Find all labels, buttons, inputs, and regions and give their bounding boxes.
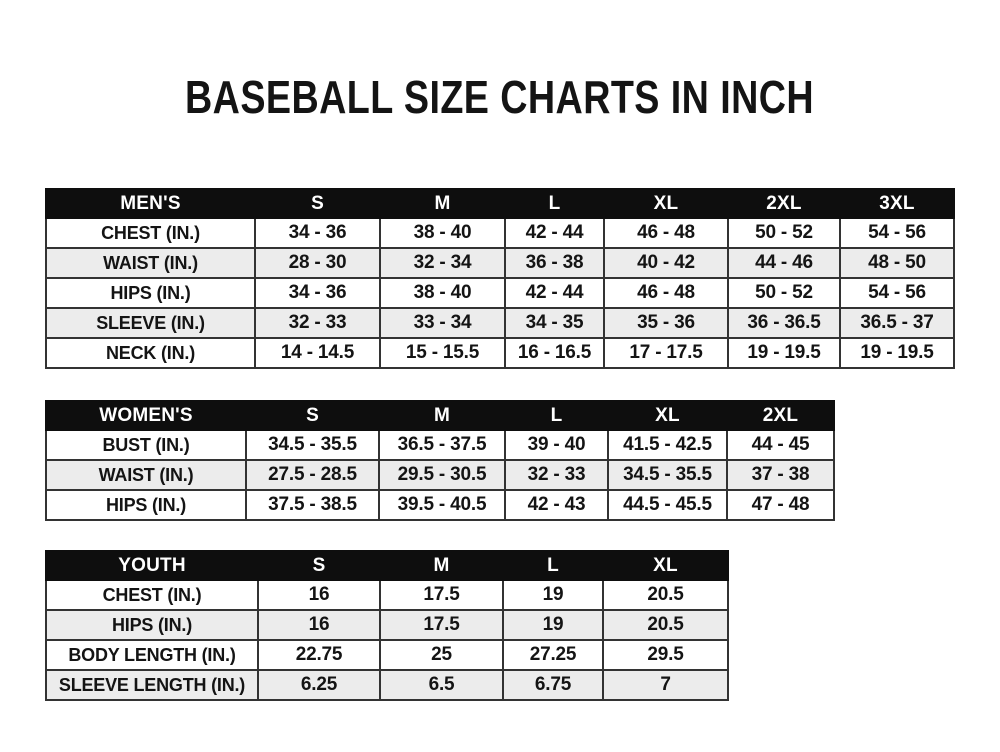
column-header-cell: 2XL — [728, 189, 840, 218]
table-row — [46, 338, 954, 368]
size-value-cell: 34.5 - 35.5 — [608, 460, 727, 490]
column-header-cell: XL — [608, 401, 727, 430]
row-label-cell: CHEST (IN.) — [46, 580, 258, 610]
size-value-cell: 44 - 46 — [728, 248, 840, 278]
row-label-cell: SLEEVE (IN.) — [46, 308, 255, 338]
page-title-wrap — [0, 70, 1000, 124]
size-value-cell: 39.5 - 40.5 — [379, 490, 505, 520]
size-value-cell: 27.25 — [503, 640, 603, 670]
size-table-youth-head — [46, 551, 728, 580]
size-table-youth-body — [46, 580, 728, 700]
size-value-cell: 50 - 52 — [728, 278, 840, 308]
size-value-cell: 35 - 36 — [604, 308, 728, 338]
size-value-cell: 17.5 — [380, 610, 503, 640]
column-header-cell: XL — [603, 551, 728, 580]
size-value-cell: 17 - 17.5 — [604, 338, 728, 368]
size-value-cell: 41.5 - 42.5 — [608, 430, 727, 460]
column-header-cell: L — [505, 401, 608, 430]
table-row — [46, 308, 954, 338]
size-value-cell: 36 - 36.5 — [728, 308, 840, 338]
column-header-cell: L — [505, 189, 604, 218]
size-value-cell: 46 - 48 — [604, 218, 728, 248]
size-value-cell: 37 - 38 — [727, 460, 834, 490]
size-table-womens-body — [46, 430, 834, 520]
size-table-mens-head — [46, 189, 954, 218]
size-value-cell: 32 - 34 — [380, 248, 505, 278]
table-header-row — [46, 189, 954, 218]
size-value-cell: 25 — [380, 640, 503, 670]
size-value-cell: 19 - 19.5 — [840, 338, 954, 368]
size-value-cell: 42 - 44 — [505, 218, 604, 248]
table-row — [46, 430, 834, 460]
size-value-cell: 34 - 35 — [505, 308, 604, 338]
column-header-cell: S — [246, 401, 379, 430]
column-header-cell: 2XL — [727, 401, 834, 430]
size-value-cell: 6.25 — [258, 670, 380, 700]
size-value-cell: 27.5 - 28.5 — [246, 460, 379, 490]
row-label-cell: NECK (IN.) — [46, 338, 255, 368]
size-value-cell: 37.5 - 38.5 — [246, 490, 379, 520]
size-value-cell: 16 — [258, 580, 380, 610]
size-table-mens — [45, 188, 955, 369]
size-value-cell: 29.5 — [603, 640, 728, 670]
size-value-cell: 32 - 33 — [505, 460, 608, 490]
row-label-cell: BODY LENGTH (IN.) — [46, 640, 258, 670]
size-value-cell: 16 - 16.5 — [505, 338, 604, 368]
row-label-cell: WAIST (IN.) — [46, 248, 255, 278]
size-value-cell: 6.75 — [503, 670, 603, 700]
column-header-cell: M — [380, 189, 505, 218]
size-value-cell: 40 - 42 — [604, 248, 728, 278]
size-value-cell: 54 - 56 — [840, 278, 954, 308]
size-value-cell: 36.5 - 37 — [840, 308, 954, 338]
size-value-cell: 42 - 44 — [505, 278, 604, 308]
size-value-cell: 36 - 38 — [505, 248, 604, 278]
size-value-cell: 44.5 - 45.5 — [608, 490, 727, 520]
table-row — [46, 490, 834, 520]
table-title-cell: WOMEN'S — [46, 401, 246, 430]
row-label-cell: WAIST (IN.) — [46, 460, 246, 490]
size-value-cell: 19 — [503, 610, 603, 640]
size-value-cell: 38 - 40 — [380, 218, 505, 248]
size-value-cell: 34 - 36 — [255, 278, 380, 308]
size-value-cell: 36.5 - 37.5 — [379, 430, 505, 460]
table-row — [46, 580, 728, 610]
column-header-cell: 3XL — [840, 189, 954, 218]
size-value-cell: 19 — [503, 580, 603, 610]
row-label-cell: SLEEVE LENGTH (IN.) — [46, 670, 258, 700]
table-row — [46, 218, 954, 248]
size-value-cell: 46 - 48 — [604, 278, 728, 308]
row-label-cell: HIPS (IN.) — [46, 610, 258, 640]
size-value-cell: 39 - 40 — [505, 430, 608, 460]
row-label-cell: BUST (IN.) — [46, 430, 246, 460]
size-value-cell: 38 - 40 — [380, 278, 505, 308]
row-label-cell: CHEST (IN.) — [46, 218, 255, 248]
size-value-cell: 20.5 — [603, 580, 728, 610]
size-value-cell: 33 - 34 — [380, 308, 505, 338]
size-value-cell: 7 — [603, 670, 728, 700]
table-row — [46, 460, 834, 490]
table-header-row — [46, 401, 834, 430]
row-label-cell: HIPS (IN.) — [46, 490, 246, 520]
table-title-cell: MEN'S — [46, 189, 255, 218]
size-value-cell: 20.5 — [603, 610, 728, 640]
size-value-cell: 34.5 - 35.5 — [246, 430, 379, 460]
size-value-cell: 44 - 45 — [727, 430, 834, 460]
size-table-mens-body — [46, 218, 954, 368]
size-table-womens — [45, 400, 835, 521]
column-header-cell: XL — [604, 189, 728, 218]
size-value-cell: 42 - 43 — [505, 490, 608, 520]
size-value-cell: 17.5 — [380, 580, 503, 610]
column-header-cell: M — [379, 401, 505, 430]
size-value-cell: 22.75 — [258, 640, 380, 670]
size-value-cell: 48 - 50 — [840, 248, 954, 278]
size-value-cell: 50 - 52 — [728, 218, 840, 248]
size-value-cell: 16 — [258, 610, 380, 640]
size-table-womens-head — [46, 401, 834, 430]
size-value-cell: 6.5 — [380, 670, 503, 700]
page-title: BASEBALL SIZE CHARTS IN INCH — [185, 71, 815, 123]
size-value-cell: 47 - 48 — [727, 490, 834, 520]
size-value-cell: 34 - 36 — [255, 218, 380, 248]
size-value-cell: 32 - 33 — [255, 308, 380, 338]
size-value-cell: 14 - 14.5 — [255, 338, 380, 368]
size-value-cell: 29.5 - 30.5 — [379, 460, 505, 490]
column-header-cell: L — [503, 551, 603, 580]
table-row — [46, 248, 954, 278]
row-label-cell: HIPS (IN.) — [46, 278, 255, 308]
table-header-row — [46, 551, 728, 580]
size-value-cell: 28 - 30 — [255, 248, 380, 278]
table-row — [46, 610, 728, 640]
column-header-cell: M — [380, 551, 503, 580]
column-header-cell: S — [255, 189, 380, 218]
size-value-cell: 19 - 19.5 — [728, 338, 840, 368]
column-header-cell: S — [258, 551, 380, 580]
table-title-cell: YOUTH — [46, 551, 258, 580]
table-row — [46, 640, 728, 670]
size-value-cell: 54 - 56 — [840, 218, 954, 248]
table-row — [46, 670, 728, 700]
size-value-cell: 15 - 15.5 — [380, 338, 505, 368]
size-table-youth — [45, 550, 729, 701]
table-row — [46, 278, 954, 308]
